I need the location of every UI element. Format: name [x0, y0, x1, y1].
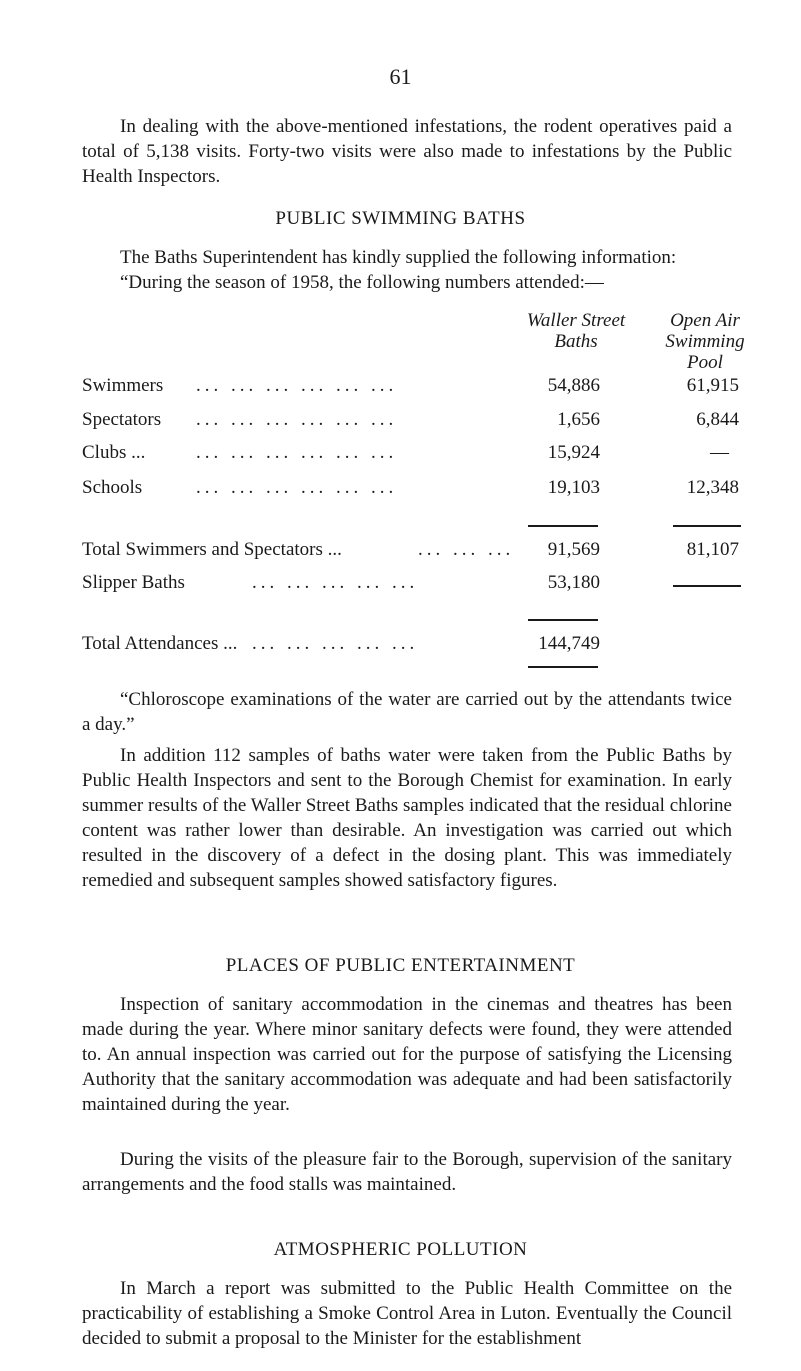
col-openair-heading-line3: Pool — [687, 352, 723, 373]
leader-dots: ... ... ... ... ... ... — [196, 409, 398, 430]
row-label: Slipper Baths — [82, 572, 185, 593]
pollution-heading: ATMOSPHERIC POLLUTION — [273, 1239, 528, 1260]
baths-intro-line2: “During the season of 1958, the following numbers attended:— — [120, 272, 604, 293]
openair-subtotal-rule — [673, 525, 741, 527]
row-label: Clubs ... — [82, 442, 146, 463]
leader-dots: ... ... ... ... ... — [252, 572, 419, 593]
col-waller-heading — [494, 310, 658, 352]
waller-value: 1,656 — [557, 409, 600, 430]
row-label: Schools — [82, 477, 143, 498]
entertainment-paragraph-2: During the visits of the pleasure fair to the Borough, supervision of the sanitary arrangements and the food stalls was maintained. — [82, 1149, 732, 1195]
row-label: Swimmers — [82, 375, 164, 396]
waller-value: 91,569 — [547, 539, 600, 560]
waller-total-rule — [528, 619, 598, 621]
openair-value: 81,107 — [686, 539, 739, 560]
row-label: Total Swimmers and Spectators ... — [82, 539, 342, 560]
openair-value: — — [710, 442, 729, 463]
baths-intro-line1: The Baths Superintendent has kindly supplied the following information: — [120, 247, 677, 268]
entertainment-heading: PLACES OF PUBLIC ENTERTAINMENT — [225, 955, 576, 976]
waller-value: 19,103 — [547, 477, 600, 498]
openair-value: 61,915 — [686, 375, 739, 396]
leader-dots: ... ... ... ... ... ... — [196, 375, 398, 396]
page-number: 61 — [389, 64, 412, 89]
pollution-paragraph: In March a report was submitted to the Public Health Committee on the practicability of establishing a Smoke Control Area in Luton. Eventually the Council decided to submit a proposal to the Minister for the establishment — [82, 1278, 732, 1349]
waller-value: 53,180 — [547, 572, 600, 593]
col-openair-heading — [650, 310, 760, 373]
leader-dots: ... ... ... — [418, 539, 515, 560]
waller-subtotal-rule — [528, 525, 598, 527]
waller-double-rule — [528, 666, 598, 668]
col-openair-heading-line2: Swimming — [665, 331, 745, 352]
openair-slipper-dash — [673, 585, 741, 587]
col-openair-heading-line1: Open Air — [670, 310, 740, 331]
row-label: Spectators — [82, 409, 162, 430]
intro-paragraph: In dealing with the above-mentioned infestations, the rodent operatives paid a total of 5,138 visits. Forty-two visits were also made to infestations by the Public Health Inspectors. — [82, 116, 732, 187]
row-label: Total Attendances ... — [82, 633, 238, 654]
waller-value: 54,886 — [547, 375, 600, 396]
openair-value: 6,844 — [696, 409, 739, 430]
waller-value: 15,924 — [547, 442, 600, 463]
col-waller-heading-line1: Waller Street — [526, 310, 626, 331]
openair-value: 12,348 — [686, 477, 739, 498]
waller-value: 144,749 — [538, 633, 600, 654]
leader-dots: ... ... ... ... ... — [252, 633, 419, 654]
leader-dots: ... ... ... ... ... ... — [196, 442, 398, 463]
leader-dots: ... ... ... ... ... ... — [196, 477, 398, 498]
entertainment-paragraph-1: Inspection of sanitary accommodation in the cinemas and theatres has been made during the year. Where minor sanitary defects were found, they were attended to. An annual inspection was carried out for the purpose of satisfying the Licensing Authority that the sanitary accommodation was adequate and had been satisfactorily maintained during the year. — [82, 994, 732, 1115]
samples-paragraph: In addition 112 samples of baths water were taken from the Public Baths by Public Health Inspectors and sent to the Borough Chemist for examination. In early summer results of the Waller Street Baths samples indicated that the residual chlorine content was rather lower than desirable. An investigation was carried out which resulted in the discovery of a defect in the dosing plant. This was immediately remedied and subsequent samples showed satisfactory figures. — [82, 745, 732, 891]
baths-heading: PUBLIC SWIMMING BATHS — [275, 208, 526, 229]
chloroscope-paragraph: “Chloroscope examinations of the water are carried out by the attendants twice a day.” — [82, 689, 732, 735]
col-waller-heading-line2: Baths — [554, 331, 598, 352]
